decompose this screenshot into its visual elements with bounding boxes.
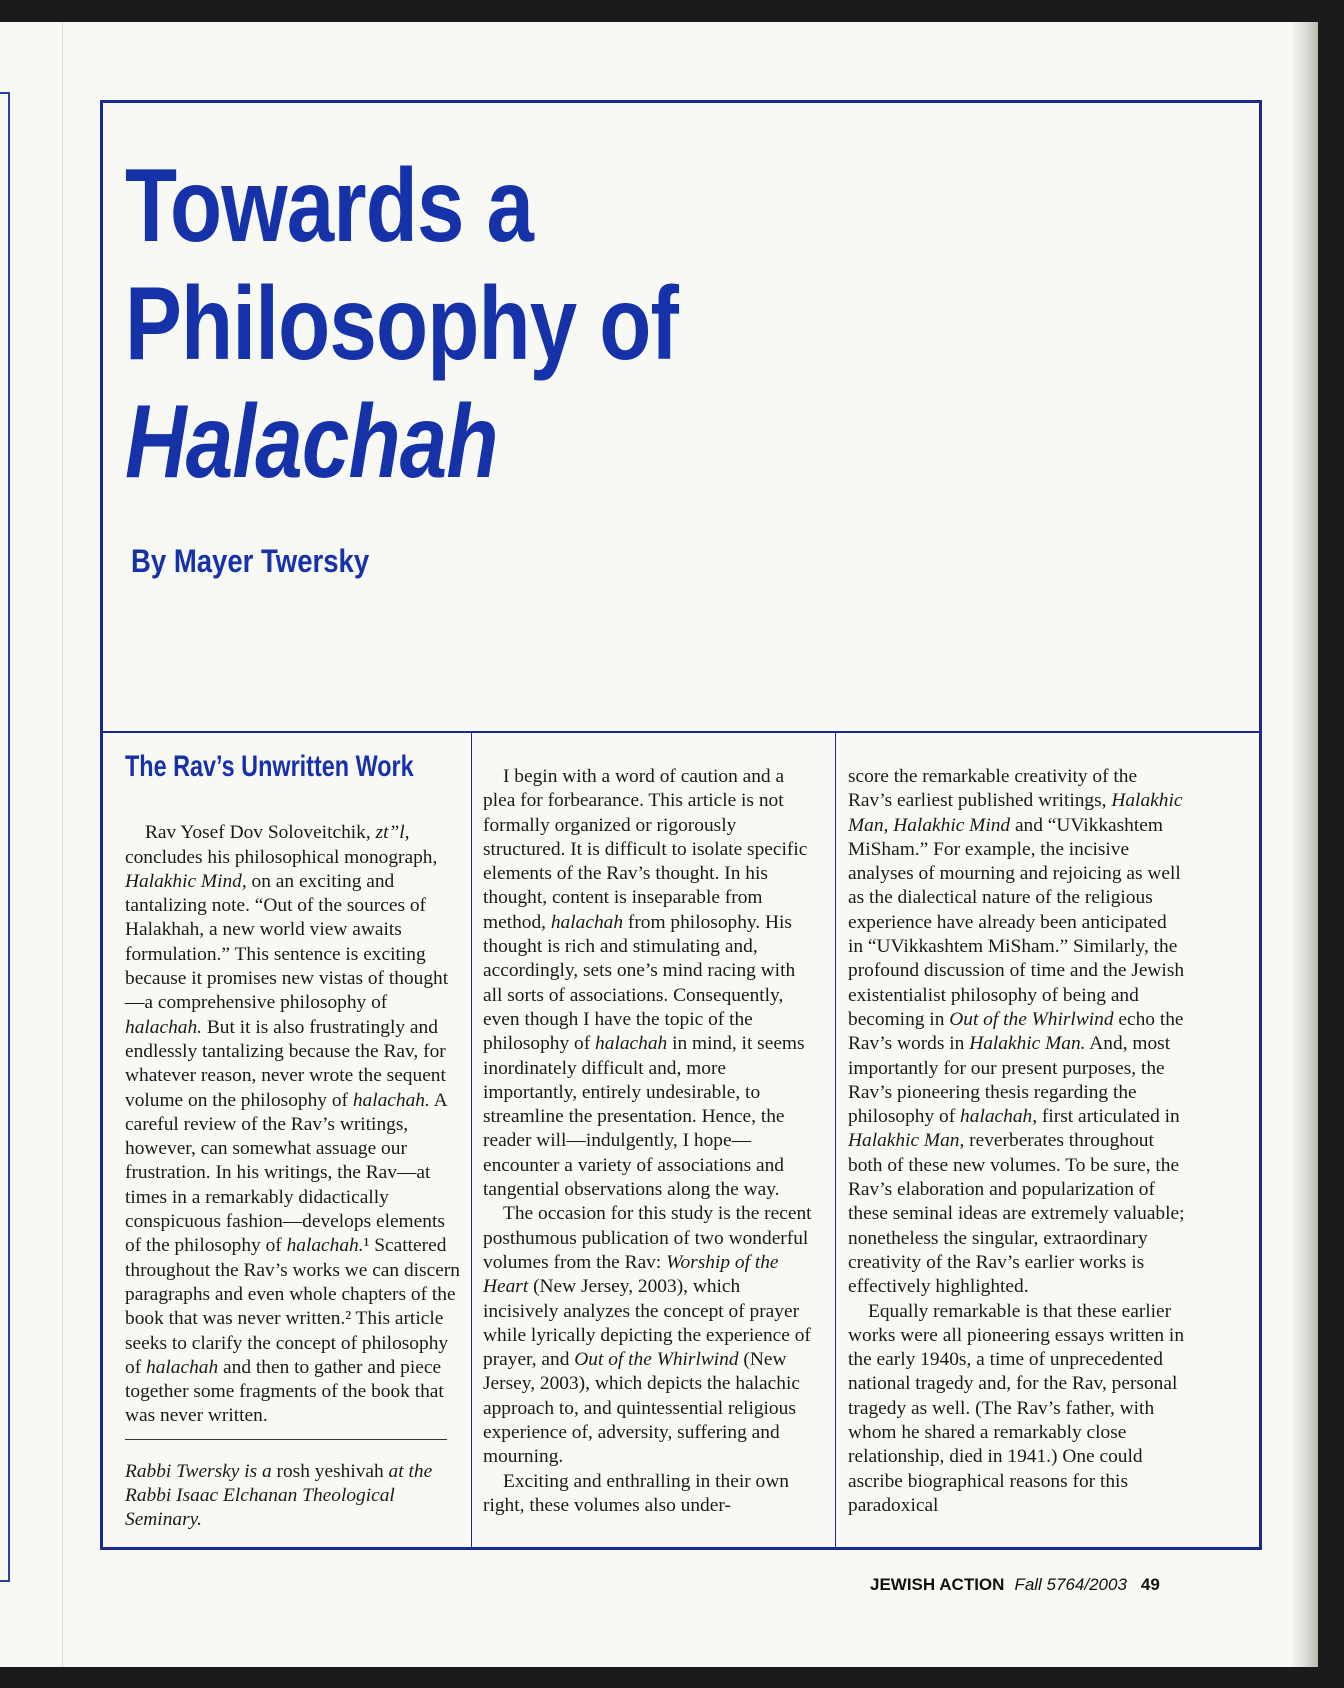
column-3 [848,733,1186,1547]
title-line-1: Towards a [125,148,534,264]
paragraph: Rav Yosef Dov Soloveitchik, zt”l, concludes his philosophical monograph, Halakhic Mind, on an exciting and tantalizing note. “Out of the sources of Halakhah, a new world view awaits formulation.” This sentence is exciting because it promises new vistas of thought—a comprehensive philosophy of halachah. But it is also frustratingly and endlessly tantalizing because the Rav, for whatever reason, never wrote the sequent volume on the philosophy of halachah. A careful review of the Rav’s writings, however, can somewhat assuage our frustration. In his writings, the Rav—at times in a remarkably didactically conspicuous fashion—develops elements of the philosophy of halachah.¹ Scattered throughout the Rav’s works we can discern paragraphs and even whole chapters of the book that was never written.² This article seeks to clarify the concept of philosophy of halachah and then to gather and piece together some fragments of the book that was never written. [125,822,460,1427]
paragraph: The occasion for this study is the recent posthumous publication of two wonderful volumes from the Rav: Worship of the Heart (New Jersey, 2003), which incisively analyzes the concept of prayer while lyrically depicting the experience of prayer, and Out of the Whirlwind (New Jersey, 2003), which depicts the halachic approach to, and quintessential religious experience of, adversity, suffering and mourning. [483,1203,812,1468]
bio-divider [125,1439,447,1440]
article-frame [100,100,1262,1550]
section-heading: The Rav’s Unwritten Work [125,750,414,783]
page-number: 49 [1140,1575,1160,1594]
byline: By Mayer Twersky [131,543,370,579]
paragraph: Exciting and enthralling in their own right, these volumes also under- [483,1470,789,1516]
page-footer [870,1575,1230,1605]
article-body [103,733,1259,1547]
magazine-name: JEWISH ACTION [870,1575,1005,1594]
issue-label: Fall 5764/2003 [1014,1575,1127,1594]
paragraph: score the remarkable creativity of the Rav’s earliest published writings, Halakhic Man, Halakhic Mind and “UVikkashtem MiSham.” For example, the incisive analyses of mourning and rejoicing as well as the dialectical nature of the religious experience have already been anticipated in “UVikkashtem MiSham.” Similarly, the profound discussion of time and the Jewish existentialist philosophy of being and becoming in Out of the Whirlwind echo the Rav’s words in Halakhic Man. And, most importantly for our present purposes, the Rav’s pioneering thesis regarding the philosophy of halachah, first articulated in Halakhic Man, reverberates throughout both of these new volumes. To be sure, the Rav’s elaboration and popularization of these seminal ideas are extremely valuable; nonetheless the singular, extraordinary creativity of the Rav’s earlier works is effectively highlighted. [848,766,1185,1298]
article-title [125,147,678,501]
paragraph: Equally remarkable is that these earlier works were all pioneering essays written in the early 1940s, a time of unprecedented national tragedy and, for the Rav, personal tragedy as well. (The Rav’s father, with whom he shared a remarkably close relationship, died in 1941.) One could ascribe biographical reasons for this paradoxical [848,1300,1185,1516]
magazine-page [0,22,1318,1667]
title-area [103,103,1259,731]
title-line-2: Philosophy of [125,266,679,382]
page-gutter [62,22,63,1667]
column-rule-2 [835,733,836,1547]
facing-page-edge [0,92,10,1582]
paragraph: I begin with a word of caution and a plea for forbearance. This article is not formally organized or rigorously structured. It is difficult to isolate specific elements of the Rav’s thought. In his thought, content is inseparable from method, halachah from philosophy. His thought is rich and stimulating and, accordingly, sets one’s mind racing with all sorts of associations. Consequently, even though I have the topic of the philosophy of halachah in mind, it seems inordinately difficult and, more importantly, entirely undesirable, to streamline the presentation. Hence, the reader will—indulgently, I hope—encounter a variety of associations and tangential observations along the way. [483,766,808,1201]
column-rule-1 [471,733,472,1547]
column-1 [125,733,461,1547]
author-bio: Rabbi Twersky is a rosh yeshivah at the Rabbi Isaac Elchanan Theological Seminary. [125,1460,433,1531]
column-2 [483,733,815,1547]
page-edge-shadow [1292,22,1318,1667]
title-line-3: Halachah [125,384,498,500]
